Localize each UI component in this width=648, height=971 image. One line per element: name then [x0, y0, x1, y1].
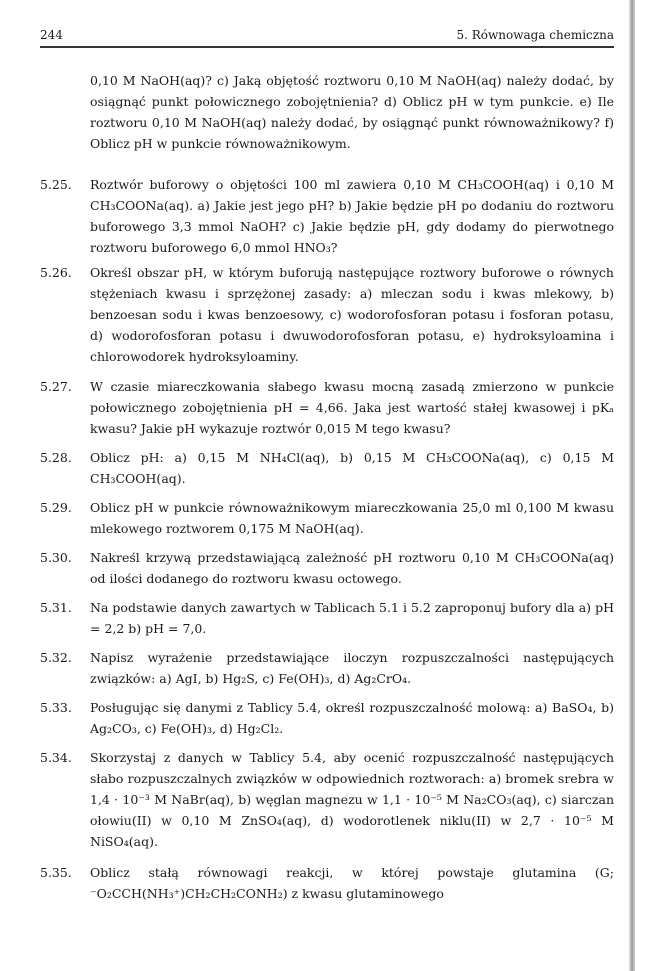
- problem-5-34: [40, 747, 614, 852]
- problem-number: 5.32.: [40, 650, 72, 665]
- chapter-title: 5. Równowaga chemiczna: [456, 28, 614, 42]
- page-edge: [629, 0, 635, 971]
- problem-text: Oblicz pH w punkcie równoważnikowym miareczkowania 25,0 ml 0,100 M kwasu mlekowego roztworem 0,175 M NaOH(aq).: [90, 500, 614, 536]
- problem-text: Oblicz pH: a) 0,15 M NH₄Cl(aq), b) 0,15 M CH₃COONa(aq), c) 0,15 M CH₃COOH(aq).: [90, 450, 614, 486]
- problem-text: Określ obszar pH, w którym buforują następujące roztwory buforowe o równych stężeniach kwasu i sprzężonej zasady: a) mleczan sodu i kwas mlekowy, b) benzoesan sodu i kwas benzoesowy, c) wodorofosforan potasu i fosforan potasu, d) wodorofosforan potasu i dwuwodorofosforan potasu, e) hydroksyloamina i chlorowodorek hydroksyloaminy.: [90, 265, 614, 364]
- problem-5-32: [40, 647, 614, 689]
- problem-5-27: [40, 376, 614, 439]
- problem-text: Roztwór buforowy o objętości 100 ml zawiera 0,10 M CH₃COOH(aq) i 0,10 M CH₃COONa(aq). a) Jakie jest jego pH? b) Jakie będzie pH po dodaniu do roztworu buforowego 3,3 mmol NaOH? c) Jakie będzie pH, gdy dodamy do pierwotnego roztworu buforowego 6,0 mmol HNO₃?: [90, 177, 614, 255]
- problem-5-31: [40, 597, 614, 639]
- problem-text: Na podstawie danych zawartych w Tablicach 5.1 i 5.2 zaproponuj bufory dla a) pH = 2,2 b) pH = 7,0.: [90, 600, 614, 636]
- problem-number: 5.25.: [40, 177, 72, 192]
- problem-5-30: [40, 547, 614, 589]
- problem-number: 5.30.: [40, 550, 72, 565]
- problem-5-33: [40, 697, 614, 739]
- problem-number: 5.26.: [40, 265, 72, 280]
- problem-number: 5.28.: [40, 450, 72, 465]
- problem-5-25: [40, 174, 614, 258]
- problem-number: 5.33.: [40, 700, 72, 715]
- header-rule: [40, 46, 614, 48]
- problem-text: Napisz wyrażenie przedstawiające iloczyn rozpuszczalności następujących związków: a) AgI, b) Hg₂S, c) Fe(OH)₃, d) Ag₂CrO₄.: [90, 650, 614, 686]
- problem-5-35: [40, 862, 614, 904]
- problem-number: 5.31.: [40, 600, 72, 615]
- problem-number: 5.34.: [40, 750, 72, 765]
- problem-5-26: [40, 262, 614, 367]
- problem-number: 5.35.: [40, 865, 72, 880]
- problem-text: Oblicz stałą równowagi reakcji, w której powstaje glutamina (G; ⁻O₂CCH(NH₃⁺)CH₂CH₂CONH₂) z kwasu glutaminowego: [90, 865, 614, 901]
- problem-5-29: [40, 497, 614, 539]
- running-header: [40, 27, 614, 43]
- page-number: 244: [40, 28, 63, 42]
- problem-text: W czasie miareczkowania słabego kwasu mocną zasadą zmierzono w punkcie połowicznego zobojętnienia pH = 4,66. Jaka jest wartość stałej kwasowej i pKₐ kwasu? Jakie pH wykazuje roztwór 0,015 M tego kwasu?: [90, 379, 614, 436]
- problem-text: Skorzystaj z danych w Tablicy 5.4, aby ocenić rozpuszczalność następujących słabo rozpuszczalnych związków w odpowiednich roztworach: a) bromek srebra w 1,4 · 10⁻³ M NaBr(aq), b) węglan magnezu w 1,1 · 10⁻⁵ M Na₂CO₃(aq), c) siarczan ołowiu(II) w 0,10 M ZnSO₄(aq), d) wodorotlenek niklu(II) w 2,7 · 10⁻⁵ M NiSO₄(aq).: [90, 750, 614, 849]
- continued-problem-text: 0,10 M NaOH(aq)? c) Jaką objętość roztworu 0,10 M NaOH(aq) należy dodać, by osiągnąć punkt połowicznego zobojętnienia? d) Oblicz pH w tym punkcie. e) Ile roztworu 0,10 M NaOH(aq) należy dodać, by osiągnąć punkt równoważnikowy? f) Oblicz pH w punkcie równoważnikowym.: [90, 73, 614, 151]
- problem-5-28: [40, 447, 614, 489]
- problem-text: Nakreśl krzywą przedstawiającą zależność pH roztworu 0,10 M CH₃COONa(aq) od ilości dodanego do roztworu kwasu octowego.: [90, 550, 614, 586]
- problem-number: 5.27.: [40, 379, 72, 394]
- problem-text: Posługując się danymi z Tablicy 5.4, określ rozpuszczalność molową: a) BaSO₄, b) Ag₂CO₃, c) Fe(OH)₃, d) Hg₂Cl₂.: [90, 700, 614, 736]
- problem-number: 5.29.: [40, 500, 72, 515]
